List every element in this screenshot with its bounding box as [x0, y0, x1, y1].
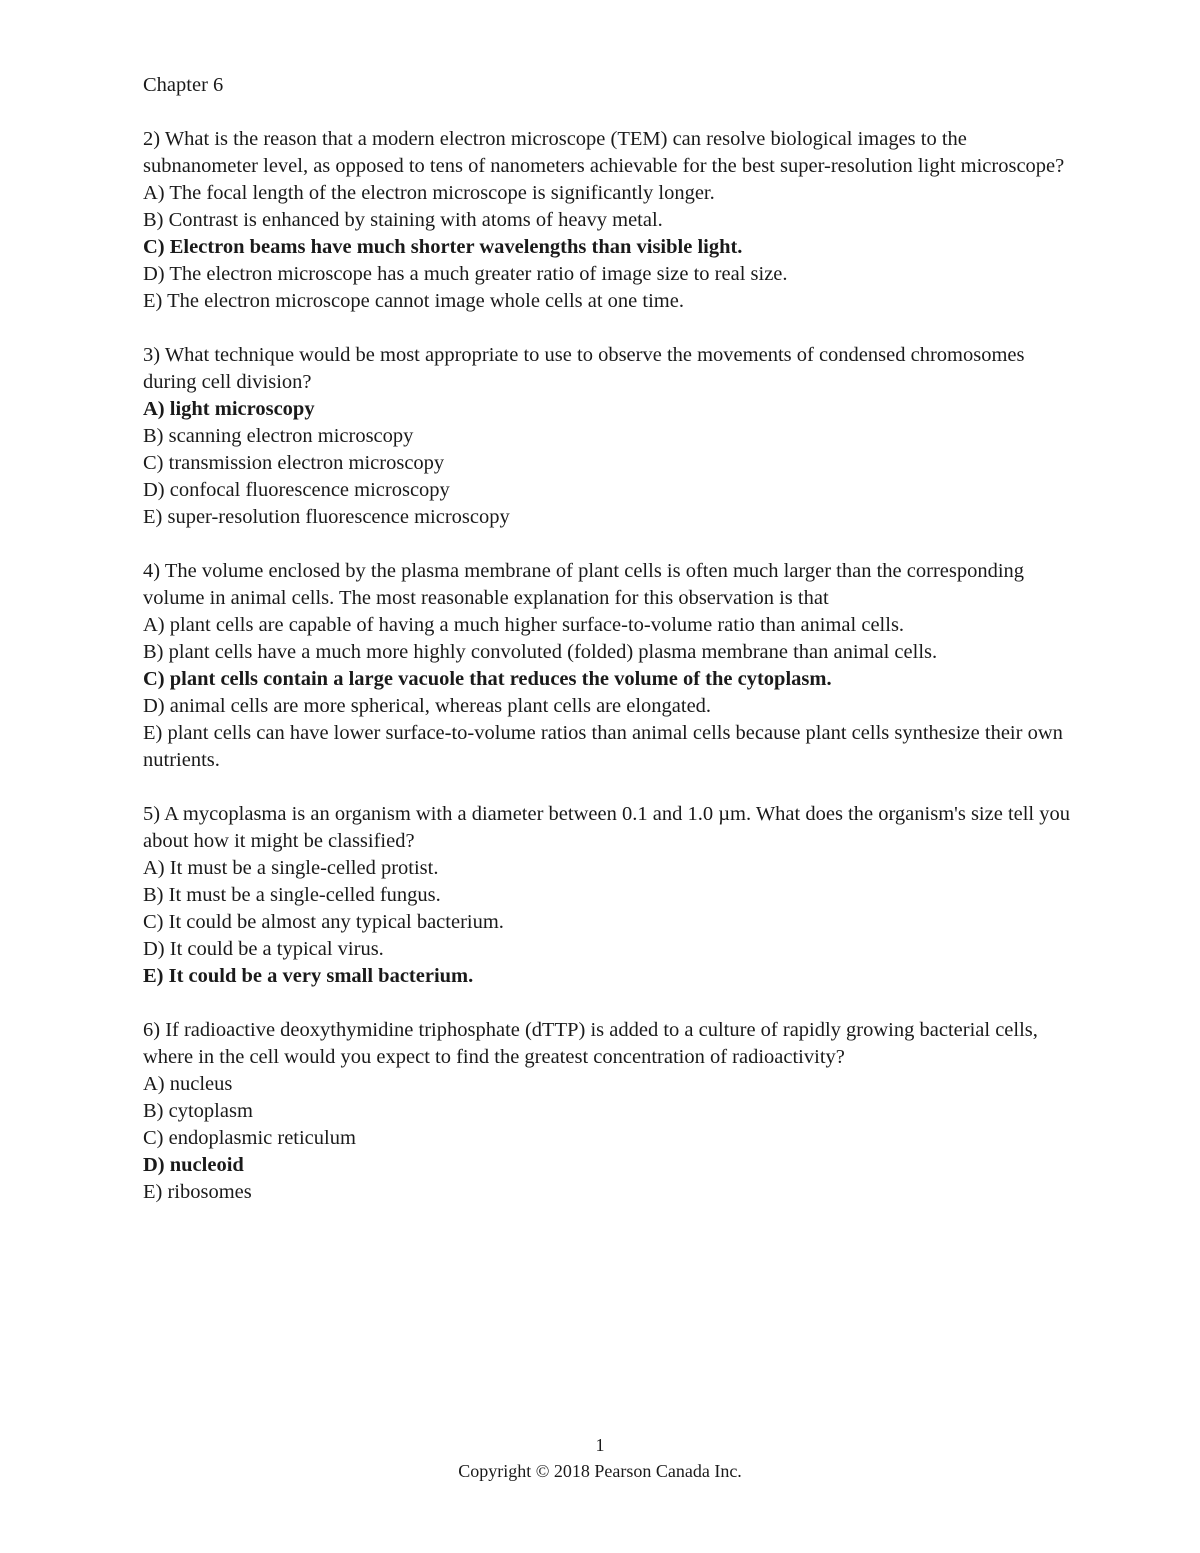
answer-option: B) plant cells have a much more highly convoluted (folded) plasma membrane than animal cells. [143, 641, 938, 663]
copyright-notice: Copyright © 2018 Pearson Canada Inc. [458, 1461, 742, 1481]
answer-option: D) It could be a typical virus. [143, 938, 384, 960]
page-number: 1 [595, 1435, 605, 1455]
answer-option: A) nucleus [143, 1073, 233, 1095]
answer-option: C) transmission electron microscopy [143, 452, 445, 474]
page-footer [0, 1432, 1200, 1484]
answer-option: C) endoplasmic reticulum [143, 1127, 356, 1149]
answer-option: A) It must be a single-celled protist. [143, 857, 439, 879]
answer-option: E) super-resolution fluorescence microscopy [143, 506, 510, 528]
answer-option: B) It must be a single-celled fungus. [143, 884, 441, 906]
answer-option: A) The focal length of the electron microscope is significantly longer. [143, 182, 715, 204]
question-stem: 3) What technique would be most appropriate to use to observe the movements of condensed chromosomes during cell division? [143, 344, 1025, 393]
answer-option-correct: A) light microscopy [143, 398, 315, 420]
answer-option-correct: D) nucleoid [143, 1154, 244, 1176]
question-block [143, 801, 1073, 990]
question-block [143, 342, 1073, 531]
question-list [143, 126, 1073, 1206]
answer-option: B) cytoplasm [143, 1100, 253, 1122]
answer-option: D) animal cells are more spherical, whereas plant cells are elongated. [143, 695, 712, 717]
answer-option: E) ribosomes [143, 1181, 252, 1203]
question-stem: 5) A mycoplasma is an organism with a diameter between 0.1 and 1.0 µm. What does the organism's size tell you about how it might be classified? [143, 803, 1071, 852]
question-block [143, 1017, 1073, 1206]
answer-option: B) Contrast is enhanced by staining with atoms of heavy metal. [143, 209, 663, 231]
question-block [143, 558, 1073, 774]
question-stem: 6) If radioactive deoxythymidine triphosphate (dTTP) is added to a culture of rapidly growing bacterial cells, where in the cell would you expect to find the greatest concentration of radioactivity? [143, 1019, 1038, 1068]
answer-option: E) plant cells can have lower surface-to-volume ratios than animal cells because plant cells synthesize their own nutrients. [143, 722, 1063, 771]
chapter-heading: Chapter 6 [143, 74, 224, 96]
answer-option-correct: C) Electron beams have much shorter wavelengths than visible light. [143, 236, 743, 258]
answer-option: D) The electron microscope has a much greater ratio of image size to real size. [143, 263, 788, 285]
answer-option: D) confocal fluorescence microscopy [143, 479, 450, 501]
answer-option: B) scanning electron microscopy [143, 425, 414, 447]
answer-option: A) plant cells are capable of having a much higher surface-to-volume ratio than animal cells. [143, 614, 905, 636]
answer-option-correct: E) It could be a very small bacterium. [143, 965, 474, 987]
answer-option: C) It could be almost any typical bacterium. [143, 911, 504, 933]
question-stem: 2) What is the reason that a modern electron microscope (TEM) can resolve biological images to the subnanometer level, as opposed to tens of nanometers achievable for the best super-resolution light microscope? [143, 128, 1065, 177]
answer-option-correct: C) plant cells contain a large vacuole that reduces the volume of the cytoplasm. [143, 668, 832, 690]
question-stem: 4) The volume enclosed by the plasma membrane of plant cells is often much larger than the corresponding volume in animal cells. The most reasonable explanation for this observation is that [143, 560, 1025, 609]
document-page [143, 72, 1073, 1233]
question-block [143, 126, 1073, 315]
answer-option: E) The electron microscope cannot image whole cells at one time. [143, 290, 684, 312]
